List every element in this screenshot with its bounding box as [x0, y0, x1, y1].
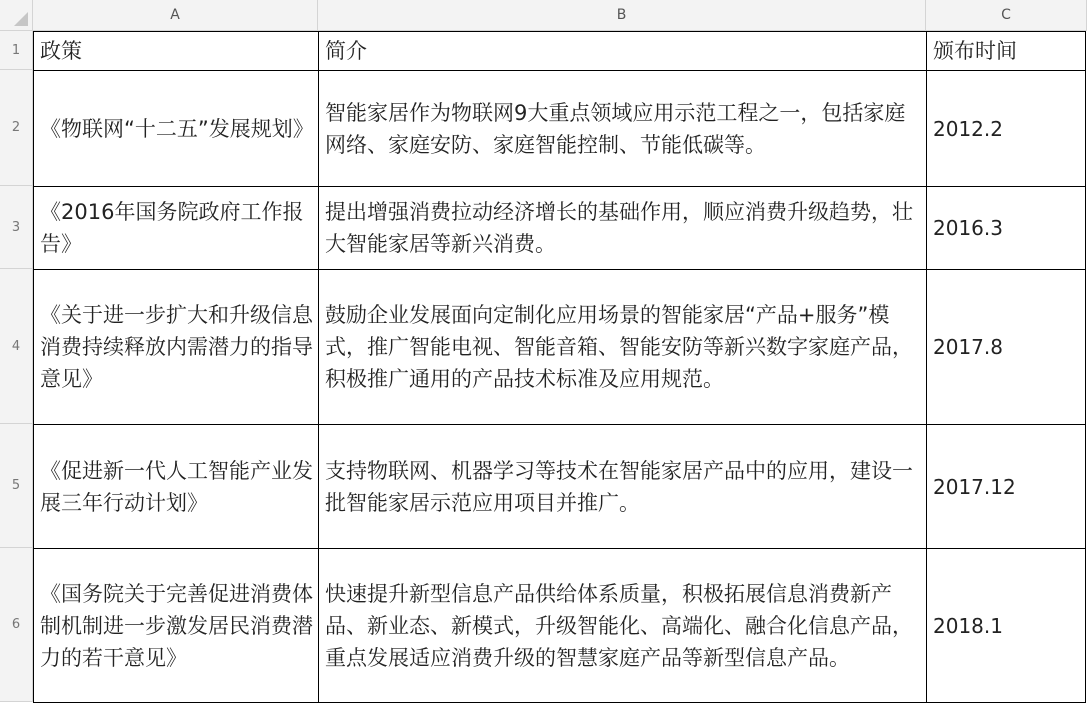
table-row: [34, 425, 1086, 549]
select-all-triangle-icon: [14, 12, 28, 26]
row-header[interactable]: 6: [0, 548, 32, 702]
row-header[interactable]: 4: [0, 269, 32, 424]
cell-summary[interactable]: 快速提升新型信息产品供给体系质量，积极拓展信息消费新产品、新业态、新模式，升级智能化、高端化、融合化信息产品，重点发展适应消费升级的智慧家庭产品等新型信息产品。: [319, 549, 927, 703]
column-headers: [33, 0, 1087, 31]
column-header-a[interactable]: A: [33, 0, 318, 30]
cell-date[interactable]: 2017.8: [927, 270, 1086, 425]
cell-policy[interactable]: 《促进新一代人工智能产业发展三年行动计划》: [34, 425, 319, 549]
cell-summary[interactable]: 支持物联网、机器学习等技术在智能家居产品中的应用，建设一批智能家居示范应用项目并推广。: [319, 425, 927, 549]
cell-policy[interactable]: 《物联网“十二五”发展规划》: [34, 71, 319, 187]
cell-summary[interactable]: 智能家居作为物联网9大重点领域应用示范工程之一，包括家庭网络、家庭安防、家庭智能控制、节能低碳等。: [319, 71, 927, 187]
cell-summary[interactable]: 简介: [319, 32, 927, 71]
cell-date[interactable]: 2017.12: [927, 425, 1086, 549]
row-header[interactable]: 1: [0, 31, 32, 70]
cell-summary[interactable]: 提出增强消费拉动经济增长的基础作用，顺应消费升级趋势，壮大智能家居等新兴消费。: [319, 187, 927, 270]
cell-policy[interactable]: 《国务院关于完善促进消费体制机制进一步激发居民消费潜力的若干意见》: [34, 549, 319, 703]
cell-date[interactable]: 2016.3: [927, 187, 1086, 270]
cell-policy[interactable]: 政策: [34, 32, 319, 71]
column-header-b[interactable]: B: [318, 0, 926, 30]
column-header-c[interactable]: C: [926, 0, 1087, 30]
row-header[interactable]: 3: [0, 186, 32, 269]
select-all-corner[interactable]: [0, 0, 33, 31]
table-row: [34, 187, 1086, 270]
cell-summary[interactable]: 鼓励企业发展面向定制化应用场景的智能家居“产品+服务”模式，推广智能电视、智能音箱、智能安防等新兴数字家庭产品，积极推广通用的产品技术标准及应用规范。: [319, 270, 927, 425]
cell-date[interactable]: 2018.1: [927, 549, 1086, 703]
row-header[interactable]: 5: [0, 424, 32, 548]
table-row: [34, 270, 1086, 425]
cell-policy[interactable]: 《关于进一步扩大和升级信息消费持续释放内需潜力的指导意见》: [34, 270, 319, 425]
table-row: [34, 71, 1086, 187]
row-header[interactable]: 2: [0, 70, 32, 186]
data-table: [33, 31, 1086, 703]
cell-policy[interactable]: 《2016年国务院政府工作报告》: [34, 187, 319, 270]
cell-date[interactable]: 2012.2: [927, 71, 1086, 187]
table-row: [34, 549, 1086, 703]
table-row: [34, 32, 1086, 71]
cell-date[interactable]: 颁布时间: [927, 32, 1086, 71]
row-headers: [0, 31, 33, 702]
